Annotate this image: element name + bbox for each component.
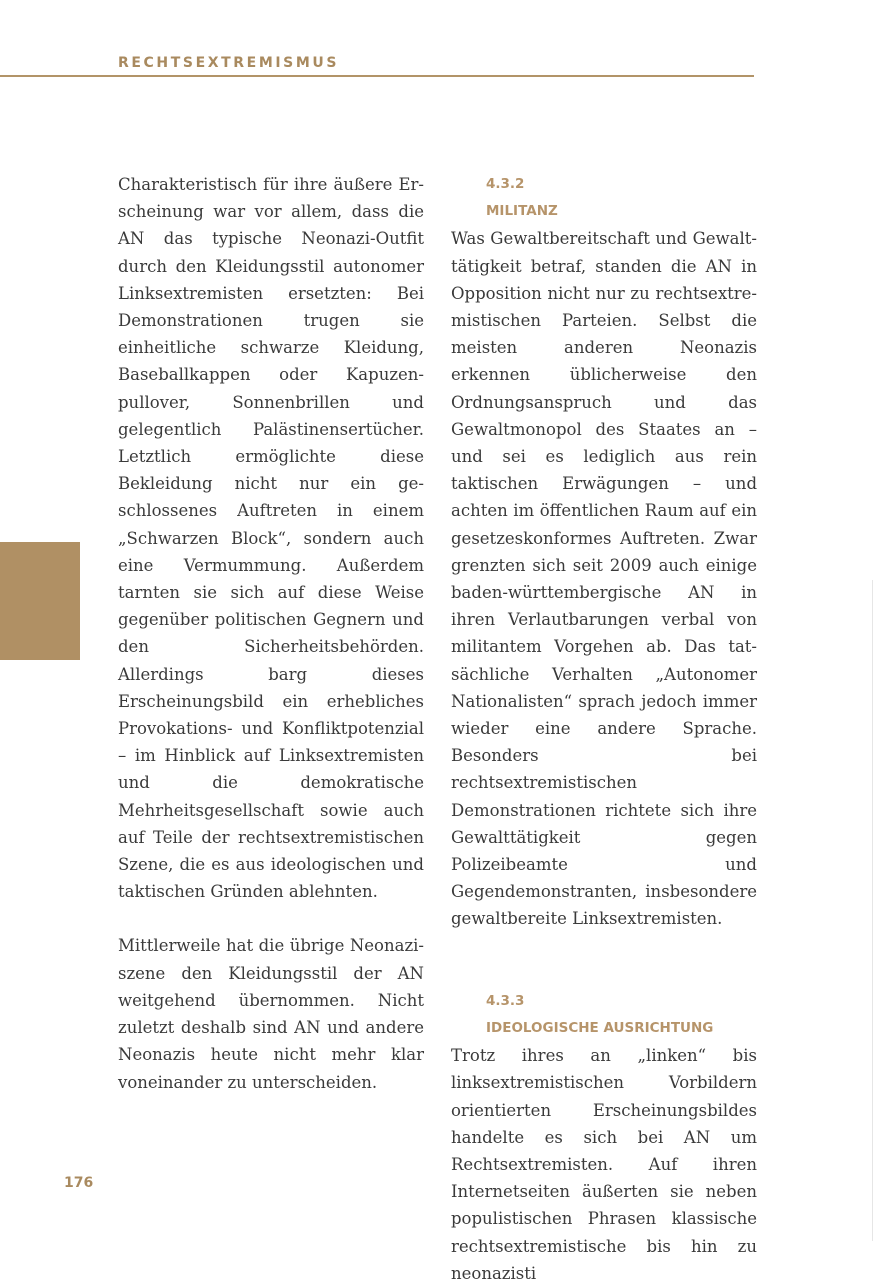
running-header: RECHTSEXTREMISMUS	[118, 55, 340, 71]
section-number: 4.3.3	[486, 992, 525, 1009]
section-number: 4.3.2	[486, 176, 525, 192]
section-heading: IDEOLOGISCHE AUSRICHTUNG	[486, 1019, 714, 1036]
page-edge-line	[872, 580, 873, 1241]
chapter-side-tab	[0, 542, 80, 660]
body-paragraph: Trotz ihres an „linken“ bis linksextremistischen Vorbildern orientierten Erscheinungsbildes handelte es sich bei AN um Rechtsextremisten. Auf ihren Internetseiten äußerten sie neben populistischen Phrasen klassische rechtsextremistische bis hin zu neonazisti	[451, 1046, 757, 1283]
page-number: 176	[64, 1175, 94, 1191]
header-rule	[0, 75, 754, 77]
left-column	[118, 171, 424, 1096]
body-paragraph: Charakteristisch für ihre äußere Erscheinung war vor allem, dass die AN das typische Neonazi-Outfit durch den Kleidungsstil autonomer Linksextremisten ersetzten: Bei Demonstrationen trugen sie einheitliche schwarze Kleidung, Baseballkappen oder Kapuzenpullover, Sonnenbrillen und gelegentlich Palästinensertücher. Letztlich ermöglichte diese Bekleidung nicht nur ein geschlossenes Auftreten in einem „Schwarzen Block“, sondern auch eine Vermummung. Außerdem tarnten sie sich auf diese Weise gegenüber politischen Gegnern und den Sicherheitsbehörden. Allerdings barg dieses Erscheinungsbild ein erhebliches Provokations- und Konfliktpotenzial – im Hinblick auf Linksextremisten und die demokratische Mehrheitsgesellschaft sowie auch auf Teile der rechtsextremistischen Szene, die es aus ideologischen und taktischen Gründen ablehnten.	[118, 175, 424, 902]
section-heading: MILITANZ	[486, 203, 558, 220]
right-column	[451, 171, 757, 1287]
body-paragraph: Was Gewaltbereitschaft und Gewalttätigkeit betraf, standen die AN in Opposition nicht nur zu rechtsextremistischen Parteien. Selbst die meisten anderen Neonazis erkennen üblicherweise den Ordnungsanspruch und das Gewaltmonopol des Staates an – und sei es lediglich aus rein taktischen Erwägungen – und achten im öffentlichen Raum auf ein gesetzeskonformes Auftreten. Zwar grenzten sich seit 2009 auch einige baden-württembergische AN in ihren Verlautbarungen verbal von militantem Vorgehen ab. Das tatsächliche Verhalten „Autonomer Nationalisten“ sprach jedoch immer wieder eine andere Sprache. Besonders bei rechtsextremistischen Demonstrationen richtete sich ihre Gewalttätigkeit gegen Polizeibeamte und Gegendemonstranten, insbesondere gewaltbereite Linksextremisten.	[451, 229, 757, 929]
body-paragraph: Mittlerweile hat die übrige Neonaziszene den Kleidungsstil der AN weitgehend übernommen. Nicht zuletzt deshalb sind AN und andere Neonazis heute nicht mehr klar voneinander zu unterscheiden.	[118, 936, 424, 1092]
